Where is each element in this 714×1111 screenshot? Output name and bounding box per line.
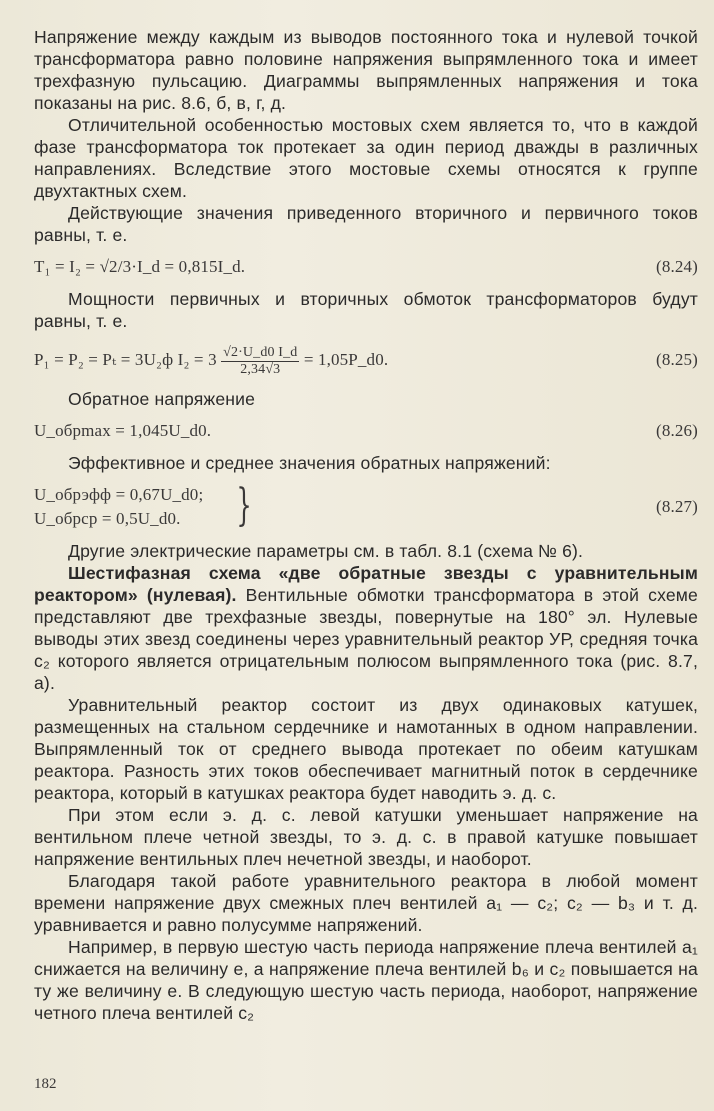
paragraph-10: При этом если э. д. с. левой катушки уменьшает напряжение на вентильном плече четной звезды, то э. д. с. в правой катушке повышает напряжение вентильных плеч нечетной звезды, и наоборот.: [34, 805, 698, 869]
section-heading-six-phase: Шестифазная схема «две обратные звезды с уравнительным реактором» (нулевая).: [34, 563, 698, 605]
equation-8-27-line-1: U_обрэфф = 0,67U_d0;: [34, 485, 204, 504]
equation-8-25: [34, 342, 698, 378]
paragraph-8-text: Вентильные обмотки трансформатора в этой схеме представляют две трехфазные звезды, повернутые на 180° эл. Нулевые выводы этих звезд соединены через уравнительный реактор УР, средняя точка c₂ которого является отрицательным полюсом выпрямленного тока (рис. 8.7, а).: [34, 585, 698, 693]
paragraph-7: Другие электрические параметры см. в табл. 8.1 (схема № 6).: [68, 541, 584, 561]
paragraph-12: Например, в первую шестую часть периода напряжение плеча вентилей a₁ снижается на величину e, а напряжение плеча вентилей b₆ и c₂ повышается на ту же величину e. В следующую шестую часть периода, наоборот, напряжение четного плеча вентилей c₂: [34, 937, 698, 1023]
page-body: [34, 26, 698, 1024]
equation-8-27: [34, 480, 698, 531]
paragraph-9: Уравнительный реактор состоит из двух одинаковых катушек, размещенных на стальном сердечнике и намотанных в одном направлении. Выпрямленный ток от среднего вывода протекает по обеим катушкам реактора. Разность этих токов обеспечивает магнитный поток в сердечнике реактора, который в катушках реактора будет наводить э. д. с.: [34, 695, 698, 803]
equation-8-25-rhs: = 1,05P_d0.: [303, 350, 389, 369]
equation-8-24-number: (8.24): [656, 257, 698, 276]
equation-8-25-denominator: 2,34√3: [240, 361, 281, 377]
equation-8-24-body: T₁ = I₂ = √2/3·I_d = 0,815I_d.: [34, 257, 246, 276]
equation-8-25-lhs: P₁ = P₂ = Pₜ = 3U₂ф I₂ = 3: [34, 350, 217, 369]
paragraph-3: Действующие значения приведенного вторичного и первичного токов равны, т. е.: [34, 203, 698, 245]
page-number: 182: [34, 1076, 57, 1092]
paragraph-4: Мощности первичных и вторичных обмоток трансформаторов будут равны, т. е.: [34, 289, 698, 331]
equation-8-24: [34, 256, 698, 278]
equation-8-26: [34, 420, 698, 442]
right-brace: }: [236, 480, 252, 531]
equation-8-26-body: U_обрmax = 1,045U_d0.: [34, 421, 212, 440]
paragraph-11: Благодаря такой работе уравнительного реактора в любой момент времени напряжение двух смежных плеч вентилей a₁ — c₂; c₂ — b₃ и т. д. уравнивается и равно полусумме напряжений.: [34, 871, 698, 935]
paragraph-8: [34, 562, 698, 694]
equation-8-25-fraction: [221, 345, 299, 378]
equation-8-27-line-2: U_обрср = 0,5U_d0.: [34, 509, 181, 528]
equation-8-25-numerator: √2·U_d0 I_d: [223, 344, 298, 360]
paragraph-5: Обратное напряжение: [68, 389, 256, 409]
paragraph-6: Эффективное и среднее значения обратных напряжений:: [68, 453, 551, 473]
paragraph-1: Напряжение между каждым из выводов постоянного тока и нулевой точкой трансформатора равно половине напряжения выпрямленного тока и имеет трехфазную пульсацию. Диаграммы выпрямленных напряжения и тока показаны на рис. 8.6, б, в, г, д.: [34, 27, 698, 113]
equation-8-26-number: (8.26): [656, 421, 698, 440]
equation-8-27-number: (8.27): [656, 497, 698, 516]
equation-8-25-number: (8.25): [656, 350, 698, 369]
paragraph-2: Отличительной особенностью мостовых схем является то, что в каждой фазе трансформатора ток протекает за один период дважды в различных направлениях. Вследствие этого мостовые схемы относятся к группе двухтактных схем.: [34, 115, 698, 201]
